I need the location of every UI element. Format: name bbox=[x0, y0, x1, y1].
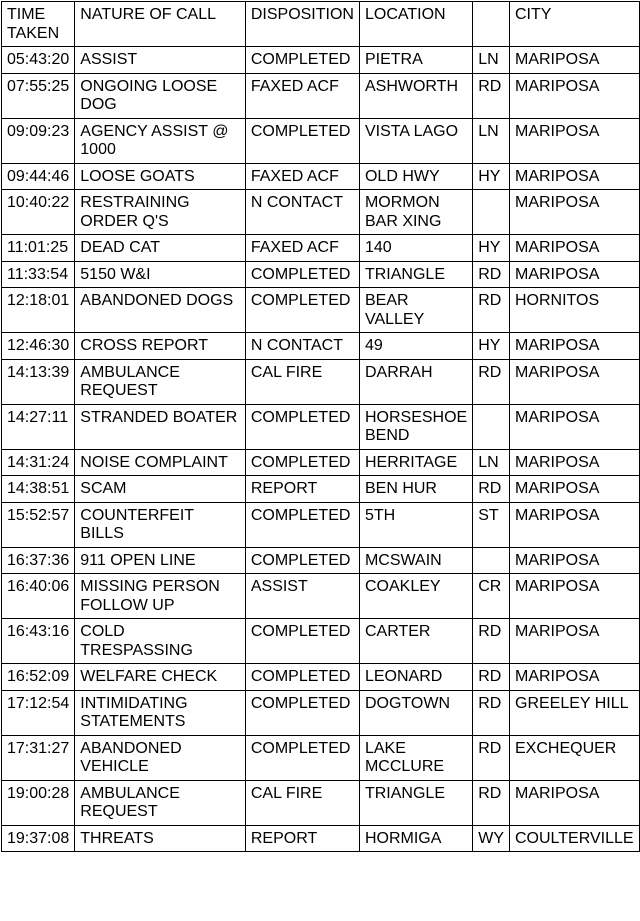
table-row bbox=[2, 288, 640, 333]
cell-disposition: COMPLETED bbox=[245, 619, 359, 664]
cell-nature-of-call: AMBULANCE REQUEST bbox=[75, 359, 246, 404]
cell-nature-of-call: RESTRAINING ORDER Q'S bbox=[75, 190, 246, 235]
table-row bbox=[2, 449, 640, 476]
cell-disposition: COMPLETED bbox=[245, 449, 359, 476]
cell-city: HORNITOS bbox=[510, 288, 640, 333]
cell-disposition: COMPLETED bbox=[245, 735, 359, 780]
cell-nature-of-call: INTIMIDATING STATEMENTS bbox=[75, 690, 246, 735]
cell-nature-of-call: AMBULANCE REQUEST bbox=[75, 780, 246, 825]
cell-street-suffix: HY bbox=[473, 163, 510, 190]
cell-disposition: CAL FIRE bbox=[245, 780, 359, 825]
cell-nature-of-call: LOOSE GOATS bbox=[75, 163, 246, 190]
cell-location: HERRITAGE bbox=[359, 449, 472, 476]
cell-location: PIETRA bbox=[359, 47, 472, 74]
cell-nature-of-call: ONGOING LOOSE DOG bbox=[75, 73, 246, 118]
cell-street-suffix: HY bbox=[473, 333, 510, 360]
cell-nature-of-call: STRANDED BOATER bbox=[75, 404, 246, 449]
cell-time-taken: 14:31:24 bbox=[2, 449, 75, 476]
cell-disposition: COMPLETED bbox=[245, 664, 359, 691]
table-row bbox=[2, 690, 640, 735]
cell-disposition: COMPLETED bbox=[245, 261, 359, 288]
header-nature-of-call: NATURE OF CALL bbox=[75, 2, 246, 47]
cell-city: MARIPOSA bbox=[510, 333, 640, 360]
cell-street-suffix: RD bbox=[473, 619, 510, 664]
cell-street-suffix: RD bbox=[473, 288, 510, 333]
cell-street-suffix: RD bbox=[473, 780, 510, 825]
table-row bbox=[2, 574, 640, 619]
table-row bbox=[2, 825, 640, 852]
table-row bbox=[2, 664, 640, 691]
cell-time-taken: 14:27:11 bbox=[2, 404, 75, 449]
cell-location: BEAR VALLEY bbox=[359, 288, 472, 333]
cell-nature-of-call: CROSS REPORT bbox=[75, 333, 246, 360]
cell-nature-of-call: WELFARE CHECK bbox=[75, 664, 246, 691]
cell-location: MCSWAIN bbox=[359, 547, 472, 574]
cell-street-suffix: LN bbox=[473, 449, 510, 476]
cell-city: MARIPOSA bbox=[510, 190, 640, 235]
cell-nature-of-call: THREATS bbox=[75, 825, 246, 852]
cell-time-taken: 07:55:25 bbox=[2, 73, 75, 118]
cell-street-suffix: RD bbox=[473, 690, 510, 735]
cell-nature-of-call: MISSING PERSON FOLLOW UP bbox=[75, 574, 246, 619]
table-row bbox=[2, 735, 640, 780]
cell-disposition: FAXED ACF bbox=[245, 163, 359, 190]
cell-location: ASHWORTH bbox=[359, 73, 472, 118]
cell-street-suffix: CR bbox=[473, 574, 510, 619]
table-row bbox=[2, 118, 640, 163]
cell-location: BEN HUR bbox=[359, 476, 472, 503]
cell-disposition: COMPLETED bbox=[245, 118, 359, 163]
cell-time-taken: 16:40:06 bbox=[2, 574, 75, 619]
cell-time-taken: 16:52:09 bbox=[2, 664, 75, 691]
cell-city: GREELEY HILL bbox=[510, 690, 640, 735]
cell-nature-of-call: AGENCY ASSIST @ 1000 bbox=[75, 118, 246, 163]
cell-time-taken: 19:00:28 bbox=[2, 780, 75, 825]
cell-time-taken: 19:37:08 bbox=[2, 825, 75, 852]
cell-city: MARIPOSA bbox=[510, 118, 640, 163]
cell-nature-of-call: NOISE COMPLAINT bbox=[75, 449, 246, 476]
cell-city: MARIPOSA bbox=[510, 359, 640, 404]
header-city: CITY bbox=[510, 2, 640, 47]
header-row bbox=[2, 2, 640, 47]
cell-time-taken: 16:37:36 bbox=[2, 547, 75, 574]
cell-street-suffix: RD bbox=[473, 359, 510, 404]
cell-disposition: COMPLETED bbox=[245, 690, 359, 735]
cell-time-taken: 09:44:46 bbox=[2, 163, 75, 190]
table-row bbox=[2, 261, 640, 288]
cell-street-suffix: RD bbox=[473, 664, 510, 691]
table-row bbox=[2, 73, 640, 118]
cell-time-taken: 10:40:22 bbox=[2, 190, 75, 235]
cell-location: LAKE MCCLURE bbox=[359, 735, 472, 780]
cell-location: TRIANGLE bbox=[359, 261, 472, 288]
table-row bbox=[2, 404, 640, 449]
cell-city: MARIPOSA bbox=[510, 664, 640, 691]
cell-location: OLD HWY bbox=[359, 163, 472, 190]
cell-disposition: CAL FIRE bbox=[245, 359, 359, 404]
table-row bbox=[2, 163, 640, 190]
cell-nature-of-call: ABANDONED DOGS bbox=[75, 288, 246, 333]
cell-location: 5TH bbox=[359, 502, 472, 547]
cell-street-suffix bbox=[473, 404, 510, 449]
cell-location: HORMIGA bbox=[359, 825, 472, 852]
cell-city: COULTERVILLE bbox=[510, 825, 640, 852]
table-row bbox=[2, 47, 640, 74]
cell-street-suffix: WY bbox=[473, 825, 510, 852]
header-street-suffix bbox=[473, 2, 510, 47]
table-row bbox=[2, 547, 640, 574]
cell-street-suffix: ST bbox=[473, 502, 510, 547]
cell-time-taken: 17:12:54 bbox=[2, 690, 75, 735]
call-log-table bbox=[1, 1, 640, 852]
cell-location: CARTER bbox=[359, 619, 472, 664]
cell-city: MARIPOSA bbox=[510, 163, 640, 190]
cell-location: DARRAH bbox=[359, 359, 472, 404]
header-time-taken: TIME TAKEN bbox=[2, 2, 75, 47]
cell-time-taken: 17:31:27 bbox=[2, 735, 75, 780]
cell-disposition: REPORT bbox=[245, 476, 359, 503]
cell-location: HORSESHOE BEND bbox=[359, 404, 472, 449]
cell-location: MORMON BAR XING bbox=[359, 190, 472, 235]
cell-street-suffix: RD bbox=[473, 73, 510, 118]
cell-disposition: COMPLETED bbox=[245, 547, 359, 574]
header-disposition: DISPOSITION bbox=[245, 2, 359, 47]
cell-time-taken: 14:38:51 bbox=[2, 476, 75, 503]
cell-disposition: COMPLETED bbox=[245, 404, 359, 449]
cell-nature-of-call: COUNTERFEIT BILLS bbox=[75, 502, 246, 547]
cell-city: MARIPOSA bbox=[510, 261, 640, 288]
cell-city: MARIPOSA bbox=[510, 404, 640, 449]
cell-disposition: FAXED ACF bbox=[245, 235, 359, 262]
cell-time-taken: 11:01:25 bbox=[2, 235, 75, 262]
cell-nature-of-call: SCAM bbox=[75, 476, 246, 503]
cell-street-suffix: RD bbox=[473, 476, 510, 503]
cell-city: MARIPOSA bbox=[510, 547, 640, 574]
cell-time-taken: 12:46:30 bbox=[2, 333, 75, 360]
cell-time-taken: 15:52:57 bbox=[2, 502, 75, 547]
table-row bbox=[2, 502, 640, 547]
table-row bbox=[2, 476, 640, 503]
cell-location: COAKLEY bbox=[359, 574, 472, 619]
cell-time-taken: 16:43:16 bbox=[2, 619, 75, 664]
cell-nature-of-call: ASSIST bbox=[75, 47, 246, 74]
cell-city: MARIPOSA bbox=[510, 73, 640, 118]
cell-location: TRIANGLE bbox=[359, 780, 472, 825]
cell-time-taken: 14:13:39 bbox=[2, 359, 75, 404]
cell-location: VISTA LAGO bbox=[359, 118, 472, 163]
header-location: LOCATION bbox=[359, 2, 472, 47]
cell-nature-of-call: COLD TRESPASSING bbox=[75, 619, 246, 664]
cell-location: 140 bbox=[359, 235, 472, 262]
cell-city: MARIPOSA bbox=[510, 235, 640, 262]
cell-street-suffix: HY bbox=[473, 235, 510, 262]
cell-street-suffix: RD bbox=[473, 735, 510, 780]
cell-city: MARIPOSA bbox=[510, 449, 640, 476]
cell-city: MARIPOSA bbox=[510, 574, 640, 619]
cell-nature-of-call: 911 OPEN LINE bbox=[75, 547, 246, 574]
cell-time-taken: 09:09:23 bbox=[2, 118, 75, 163]
cell-disposition: ASSIST bbox=[245, 574, 359, 619]
cell-city: MARIPOSA bbox=[510, 476, 640, 503]
cell-disposition: FAXED ACF bbox=[245, 73, 359, 118]
cell-location: 49 bbox=[359, 333, 472, 360]
cell-disposition: COMPLETED bbox=[245, 47, 359, 74]
cell-street-suffix: LN bbox=[473, 47, 510, 74]
cell-street-suffix bbox=[473, 190, 510, 235]
cell-disposition: COMPLETED bbox=[245, 288, 359, 333]
cell-nature-of-call: DEAD CAT bbox=[75, 235, 246, 262]
cell-street-suffix: RD bbox=[473, 261, 510, 288]
cell-nature-of-call: 5150 W&I bbox=[75, 261, 246, 288]
table-row bbox=[2, 359, 640, 404]
cell-time-taken: 12:18:01 bbox=[2, 288, 75, 333]
table-row bbox=[2, 235, 640, 262]
cell-city: EXCHEQUER bbox=[510, 735, 640, 780]
cell-time-taken: 05:43:20 bbox=[2, 47, 75, 74]
cell-disposition: N CONTACT bbox=[245, 333, 359, 360]
cell-disposition: COMPLETED bbox=[245, 502, 359, 547]
cell-disposition: REPORT bbox=[245, 825, 359, 852]
cell-city: MARIPOSA bbox=[510, 619, 640, 664]
cell-location: LEONARD bbox=[359, 664, 472, 691]
cell-disposition: N CONTACT bbox=[245, 190, 359, 235]
cell-city: MARIPOSA bbox=[510, 502, 640, 547]
table-row bbox=[2, 619, 640, 664]
cell-street-suffix: LN bbox=[473, 118, 510, 163]
table-row bbox=[2, 780, 640, 825]
cell-location: DOGTOWN bbox=[359, 690, 472, 735]
table-row bbox=[2, 190, 640, 235]
cell-nature-of-call: ABANDONED VEHICLE bbox=[75, 735, 246, 780]
cell-street-suffix bbox=[473, 547, 510, 574]
cell-time-taken: 11:33:54 bbox=[2, 261, 75, 288]
table-row bbox=[2, 333, 640, 360]
cell-city: MARIPOSA bbox=[510, 47, 640, 74]
cell-city: MARIPOSA bbox=[510, 780, 640, 825]
